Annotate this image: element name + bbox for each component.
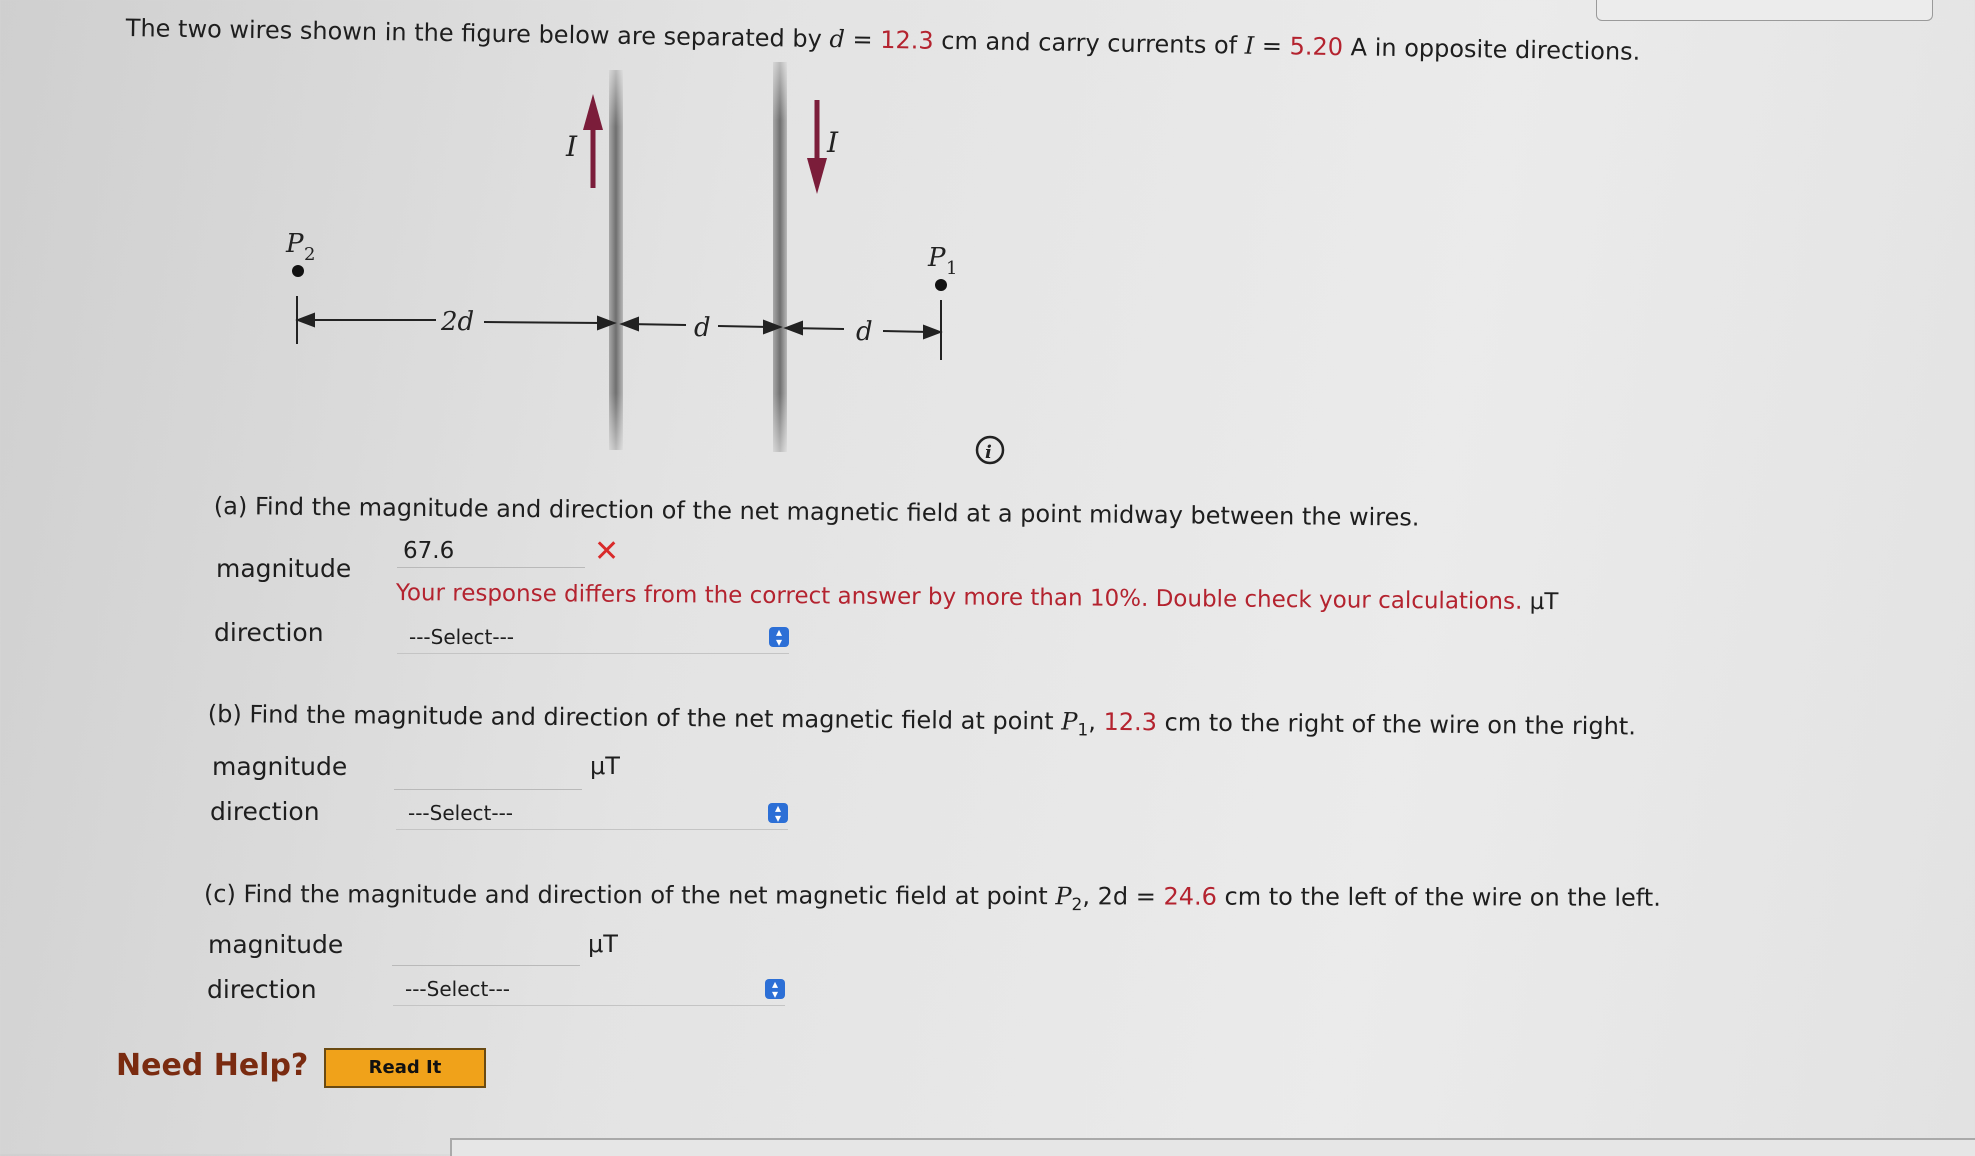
part-c-distance: 24.6 <box>1163 882 1217 911</box>
d-value: 12.3 <box>879 25 934 55</box>
part-c-direction-label: direction <box>207 975 317 1004</box>
part-b-magnitude-input[interactable] <box>394 756 582 790</box>
part-c-direction-value: ---Select--- <box>405 977 510 1001</box>
part-b-unit: μT <box>590 752 620 780</box>
label-d-left: d <box>694 313 711 343</box>
point-P1-dot <box>935 279 947 291</box>
part-c-expr: 2d <box>1097 882 1129 911</box>
part-b-direction-select[interactable] <box>396 796 788 830</box>
right-wire <box>773 62 787 452</box>
part-a-direction-label: direction <box>214 618 324 647</box>
eq-2: = <box>1254 31 1290 61</box>
part-c-eq: = <box>1128 882 1164 911</box>
part-c-question <box>204 880 1661 917</box>
bottom-divider <box>450 1138 1975 1156</box>
part-b-direction-label: direction <box>210 797 320 826</box>
part-b-point-sub: 1 <box>1077 720 1089 741</box>
part-c-comma: , <box>1082 882 1098 911</box>
part-b-distance: 12.3 <box>1103 707 1158 737</box>
part-a-direction-value: ---Select--- <box>409 625 514 649</box>
part-c-question-post: cm to the left of the wire on the left. <box>1216 882 1661 912</box>
part-c-question-pre: (c) Find the magnitude and direction of the net magnetic field at point <box>203 880 1056 911</box>
need-help-label: Need Help? <box>116 1048 309 1083</box>
part-c-magnitude-label: magnitude <box>208 930 344 959</box>
problem-text-2: cm and carry currents of <box>933 26 1245 60</box>
left-wire <box>609 70 623 450</box>
label-I-left: I <box>566 130 578 163</box>
info-icon-glyph: i <box>985 442 992 463</box>
part-a-magnitude-input[interactable]: 67.6 <box>397 534 585 568</box>
label-P1-sub: 1 <box>946 258 958 279</box>
select-arrows-icon: ▴ ▾ <box>769 627 789 647</box>
problem-text-3: A in opposite directions. <box>1342 33 1641 66</box>
wires-figure <box>0 0 1975 480</box>
part-b-direction-value: ---Select--- <box>408 801 513 825</box>
part-b-point: P <box>1061 707 1078 736</box>
info-icon[interactable] <box>977 437 1003 463</box>
part-b-question-pre: (b) Find the magnitude and direction of the net magnetic field at point <box>207 700 1062 736</box>
part-a-feedback: Your response differs from the correct answer by more than 10%. Double check your calculations. <box>395 580 1523 615</box>
part-a-question: (a) Find the magnitude and direction of the net magnetic field at a point midway between the wires. <box>213 492 1420 532</box>
part-c-magnitude-input[interactable] <box>392 932 580 966</box>
part-a-unit: μT <box>1529 588 1559 616</box>
label-P2-sub: 2 <box>304 244 316 265</box>
label-d-right: d <box>856 317 873 347</box>
label-I-right: I <box>827 126 839 159</box>
read-it-button[interactable]: Read It <box>324 1048 486 1088</box>
part-a-direction-select[interactable] <box>397 620 789 654</box>
part-b-question <box>208 700 1636 745</box>
I-value: 5.20 <box>1289 32 1344 62</box>
part-b-question-post: cm to the right of the wire on the right. <box>1156 708 1637 741</box>
part-c-direction-select[interactable] <box>393 972 785 1006</box>
part-a-feedback-line <box>396 580 1559 615</box>
select-arrows-icon: ▴ ▾ <box>768 803 788 823</box>
point-P2-dot <box>292 265 304 277</box>
part-c-point-sub: 2 <box>1071 895 1083 916</box>
label-P1: P <box>928 243 946 273</box>
part-c-point: P <box>1055 882 1072 911</box>
part-c-unit: μT <box>588 930 618 958</box>
current-down-arrow-icon <box>807 100 827 194</box>
var-d: d <box>829 25 846 54</box>
select-arrows-icon: ▴ ▾ <box>765 979 785 999</box>
incorrect-x-icon: ✕ <box>594 534 620 569</box>
part-b-magnitude-label: magnitude <box>212 752 348 781</box>
current-up-arrow-icon <box>583 94 603 188</box>
var-I: I <box>1244 31 1255 60</box>
label-P2: P <box>286 229 304 259</box>
label-2d: 2d <box>441 307 475 337</box>
part-a-magnitude-label: magnitude <box>216 554 352 583</box>
eq-1: = <box>844 25 881 54</box>
problem-text-1: The two wires shown in the figure below are separated by <box>125 14 830 54</box>
part-b-comma: , <box>1088 707 1104 736</box>
